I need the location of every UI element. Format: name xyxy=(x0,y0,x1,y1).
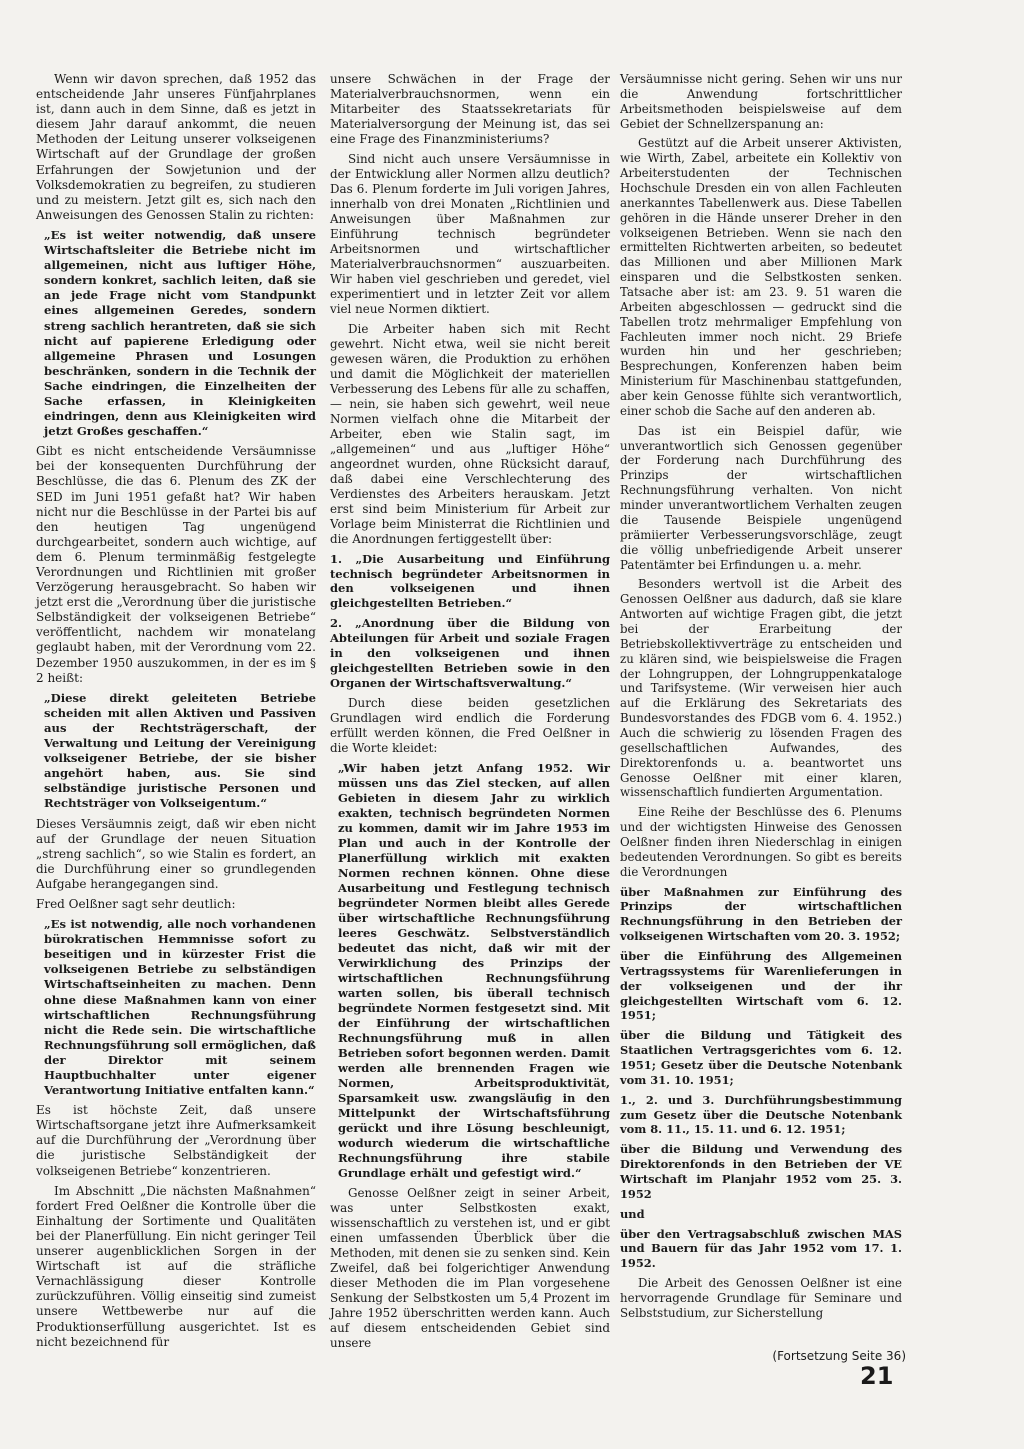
list-item: über die Einführung des Allgemeinen Vertragssystems für Warenlieferungen in der volkseigenen und der ihr gleichgestellten Wirtschaft vom 6. 12. 1951; xyxy=(620,948,902,1023)
paragraph: Versäumnisse nicht gering. Sehen wir uns nur die Anwendung fortschrittlicher Arbeitsmethoden beispielsweise auf dem Gebiet der Schnellzerspanung an: xyxy=(620,72,902,131)
paragraph: Das ist ein Beispiel dafür, wie unverantwortlich sich Genossen gegenüber der Forderung nach Durchführung des Prinzips der wirtschaftlichen Rechnungsführung verhalten. Von nicht minder unverantwortlichem Verhalten zeugen die Tausende Beispiele ungenügend prämiierter Verbesserungsvorschläge, zeugt die völlig unbefriedigende Arbeit unserer Patentämter bei Erfindungen u. a. mehr. xyxy=(620,423,902,572)
paragraph: Es ist höchste Zeit, daß unsere Wirtschaftsorgane jetzt ihre Aufmerksamkeit auf die Durchführung der „Verordnung über die juristische Selbständigkeit der volkseigenen Betriebe“ konzentrieren. xyxy=(36,1103,316,1178)
list-item: und xyxy=(620,1206,645,1221)
decree-quote: „Diese direkt geleiteten Betriebe scheiden mit allen Aktiven und Passiven aus der Rechtsträgerschaft, der Verwaltung und Leitung der Vereinigung volkseigener Betriebe, der sie bisher angehört haben, aus. Sie sind selbständige juristische Personen und Rechtsträger von Volkseigentum.“ xyxy=(44,690,316,811)
list-item: 2. „Anordnung über die Bildung von Abteilungen für Arbeit und soziale Fragen in den volkseigenen und ihnen gleichgestellten Betrieben sowie in den Organen der Wirtschaftsverwaltung.“ xyxy=(330,616,610,691)
oelssner-quote: „Wir haben jetzt Anfang 1952. Wir müssen uns das Ziel stecken, auf allen Gebieten in diesem Jahr zu wirklich exakten, technisch begründeten Normen zu kommen, damit wir im Jahre 1953 im Plan und auch in der Kontrolle der Planerfüllung wirklich mit exakten Normen rechnen können. Ohne diese Ausarbeitung und Festlegung technisch begründeter Normen bleibt alles Gerede über wirtschaftliche Rechnungsführung leeres Geschwätz. Selbstverständlich bedeutet das nicht, daß wir mit der Verwirklichung des Prinzips der wirtschaftlichen Rechnungsführung warten sollen, bis überall technisch begründete Normen festgesetzt sind. Mit der Einführung der wirtschaftlichen Rechnungsführung muß in allen Betrieben sofort begonnen werden. Damit werden alle brennenden Fragen wie Normen, Arbeitsproduktivität, Sparsamkeit usw. zwangsläufig in den Mittelpunkt der Wirtschaftsführung gerückt und ihre Lösung beschleunigt, wodurch wiederum die wirtschaftliche Rechnungsführung ihre stabile Grundlage erhält und gefestigt wird.“ xyxy=(338,761,610,1180)
stalin-quote: „Es ist weiter notwendig, daß unsere Wirtschaftsleiter die Betriebe nicht im allgemeinen, nicht aus luftiger Höhe, sondern konkret, sachlich leiten, daß sie an jede Frage nicht vom Standpunkt eines allgemeinen Geredes, sondern streng sachlich herantreten, daß sie sich nicht auf papierene Erledigung oder allgemeine Phrasen und Losungen beschränken, sondern in die Technik der Sache eindringen, die Einzelheiten der Sache erfassen, in Kleinigkeiten eindringen, denn aus Kleinigkeiten wird jetzt Großes geschaffen.“ xyxy=(44,227,316,439)
paragraph: Eine Reihe der Beschlüsse des 6. Plenums und der wichtigsten Hinweise des Genossen Oelßner finden ihren Niederschlag in einigen bedeutenden Verordnungen. So gibt es bereits die Verordnungen xyxy=(620,805,902,879)
paragraph: unsere Schwächen in der Frage der Materialverbrauchsnormen, wenn ein Mitarbeiter des Staatssekretariats für Materialversorgung der Meinung ist, das sei eine Frage des Finanzministeriums? xyxy=(330,72,610,146)
page-number: 21 xyxy=(860,1362,894,1390)
paragraph: Im Abschnitt „Die nächsten Maßnahmen“ fordert Fred Oelßner die Kontrolle über die Einhaltung der Sortimente und Qualitäten bei der Planerfüllung. Ein nicht geringer Teil unserer augenblicklichen Sorgen in der Wirtschaft ist auf die sträfliche Vernachlässigung dieser Kontrolle zurückzuführen. Völlig einseitig sind zumeist unsere Wettbewerbe nur auf die Produktionserfüllung ausgerichtet. Ist es nicht bezeichnend für xyxy=(36,1183,316,1349)
text-column-left xyxy=(36,72,316,1355)
text-column-right xyxy=(620,72,902,1326)
paragraph: Gestützt auf die Arbeit unserer Aktivisten, wie Wirth, Zabel, arbeitete ein Kollektiv von Arbeiterstudenten der Technischen Hochschule Dresden ein von allen Fachleuten anerkanntes Tabellenwerk aus. Diese Tabellen gehören in die Hände unserer Dreher in den volkseigenen Betrieben. Wenn sie nach den ermittelten Richtwerten arbeiten, so bedeutet das Millionen und aber Millionen Mark einsparen und die Selbstkosten senken. Tatsache aber ist: am 23. 9. 51 waren die Arbeiten abgeschlossen — gedruckt sind die Tabellen trotz mehrmaliger Empfehlung von Fachleuten immer noch nicht. 29 Briefe wurden hin und her geschrieben; Besprechungen, Konferenzen haben beim Ministerium für Maschinenbau stattgefunden, aber kein Genosse fühlte sich verantwortlich, einer schob die Sache auf den anderen ab. xyxy=(620,136,902,418)
paragraph: Dieses Versäumnis zeigt, daß wir eben nicht auf der Grundlage der neuen Situation „streng sachlich“, so wie Stalin es fordert, an die Durchführung einer so grundlegenden Aufgabe herangegangen sind. xyxy=(36,816,316,891)
list-item: 1. „Die Ausarbeitung und Einführung technisch begründeter Arbeitsnormen in den volkseigenen und ihnen gleichgestellten Betrieben.“ xyxy=(330,551,610,611)
oelssner-quote: „Es ist notwendig, alle noch vorhandenen bürokratischen Hemmnisse sofort zu beseitigen und in kürzester Frist die volkseigenen Betriebe zu selbständigen Wirtschaftseinheiten zu machen. Denn ohne diese Maßnahmen kann von einer wirtschaftlichen Rechnungsführung nicht die Rede sein. Die wirtschaftliche Rechnungsführung soll ermöglichen, daß der Direktor mit seinem Hauptbuchhalter unter eigener Verantwortung Initiative entfalten kann.“ xyxy=(44,917,316,1098)
paragraph: Die Arbeit des Genossen Oelßner ist eine hervorragende Grundlage für Seminare und Selbststudium, zur Sicherstellung xyxy=(620,1276,902,1320)
list-item: über den Vertragsabschluß zwischen MAS und Bauern für das Jahr 1952 vom 17. 1. 1952. xyxy=(620,1226,902,1271)
paragraph: Gibt es nicht entscheidende Versäumnisse bei der konsequenten Durchführung der Beschlüsse, die das 6. Plenum des ZK der SED im Juni 1951 gefaßt hat? Wir haben nicht nur die Beschlüsse in der Partei bis auf den heutigen Tag ungenügend durchgearbeitet, sondern auch wichtige, auf dem 6. Plenum terminmäßig festgelegte Verordnungen und Richtlinien mit großer Verzögerung herausgebracht. So haben wir jetzt erst die „Verordnung über die juristische Selbständigkeit der volkseigenen Betriebe“ veröffentlicht, nachdem wir monatelang geglaubt haben, mit der Verordnung vom 22. Dezember 1950 auszukommen, in der es im § 2 heißt: xyxy=(36,444,317,685)
list-item: über die Bildung und Verwendung des Direktorenfonds in den Betrieben der VE Wirtschaft im Planjahr 1952 vom 25. 3. 1952 xyxy=(620,1142,902,1201)
paragraph: Die Arbeiter haben sich mit Recht gewehrt. Nicht etwa, weil sie nicht bereit gewesen wären, die Produktion zu erhöhen und damit die Möglichkeit der materiellen Verbesserung des Lebens für alle zu schaffen, — nein, sie haben sich gewehrt, weil neue Normen vielfach ohne die Mitarbeit der Arbeiter, eben wie Stalin sagt, im „allgemeinen“ und aus „luftiger Höhe“ angeordnet wurden, ohne Rücksicht darauf, daß dabei eine Verschlechterung des Verdienstes des Arbeiters herauskam. Jetzt erst sind beim Ministerium für Arbeit zur Vorlage beim Ministerrat die Richtlinien und die Anordnungen fertiggestellt über: xyxy=(330,321,610,546)
paragraph: Durch diese beiden gesetzlichen Grundlagen wird endlich die Forderung erfüllt werden können, die Fred Oelßner in die Worte kleidet: xyxy=(330,696,610,756)
list-item: über Maßnahmen zur Einführung des Prinzips der wirtschaftlichen Rechnungsführung in den Betrieben der volkseigenen Wirtschaften vom 20. 3. 1952; xyxy=(620,884,902,944)
list-item: über die Bildung und Tätigkeit des Staatlichen Vertragsgerichtes vom 6. 12. 1951; Gesetz über die Deutsche Notenbank vom 31. 10. 1951; xyxy=(620,1028,902,1087)
paragraph: Wenn wir davon sprechen, daß 1952 das entscheidende Jahr unseres Fünfjahrplanes ist, dann auch in dem Sinne, daß es jetzt in diesem Jahr darauf ankommt, die neuen Methoden der Leitung unserer volkseigenen Wirtschaft auf der Grundlage der großen Erfahrungen der Sowjetunion und der Volksdemokratien zu begreifen, zu studieren und zu meistern. Jetzt gilt es, sich nach den Anweisungen des Genossen Stalin zu richten: xyxy=(36,72,316,222)
paragraph: Fred Oelßner sagt sehr deutlich: xyxy=(36,896,236,911)
paragraph: Besonders wertvoll ist die Arbeit des Genossen Oelßner aus dadurch, daß sie klare Antworten auf wichtige Fragen gibt, die jetzt bei der Erarbeitung der Betriebskollektivverträge zu entscheiden und zu klären sind, wie beispielsweise die Fragen der Lohngruppen, der Lohngruppenkataloge und Tarifsysteme. (Wir verweisen hier auch auf die Erklärung des Sekretariats des Bundesvorstandes des FDGB vom 6. 4. 1952.) Auch die schwierig zu lösenden Fragen des gesellschaftlichen Aufwandes, des Direktorenfonds u. a. beantwortet uns Genosse Oelßner mit einer klaren, wissenschaftlich fundierten Argumentation. xyxy=(620,577,902,800)
paragraph: Genosse Oelßner zeigt in seiner Arbeit, was unter Selbstkosten exakt, wissenschaftlich zu verstehen ist, und er gibt einen umfassenden Überblick über die Methoden, mit denen sie zu senken sind. Kein Zweifel, daß bei folgerichtiger Anwendung dieser Methoden die im Plan vorgesehene Senkung der Selbstkosten um 5,4 Prozent im Jahre 1952 überschritten werden kann. Auch auf diesem entscheidenden Gebiet sind unsere xyxy=(330,1185,610,1350)
continuation-note: (Fortsetzung Seite 36) xyxy=(772,1349,906,1363)
list-item: 1., 2. und 3. Durchführungsbestimmung zum Gesetz über die Deutsche Notenbank vom 8. 11., 15. 11. und 6. 12. 1951; xyxy=(620,1092,902,1137)
paragraph: Sind nicht auch unsere Versäumnisse in der Entwicklung aller Normen allzu deutlich? Das 6. Plenum forderte im Juli vorigen Jahres, innerhalb von drei Monaten „Richtlinien und Anweisungen über Maßnahmen zur Einführung technisch begründeter Arbeitsnormen und wirtschaftlicher Materialverbrauchsnormen“ auszuarbeiten. Wir haben viel geschrieben und geredet, viel experimentiert und in letzter Zeit vor allem viel neue Normen diktiert. xyxy=(330,151,610,316)
text-column-middle xyxy=(330,72,610,1356)
